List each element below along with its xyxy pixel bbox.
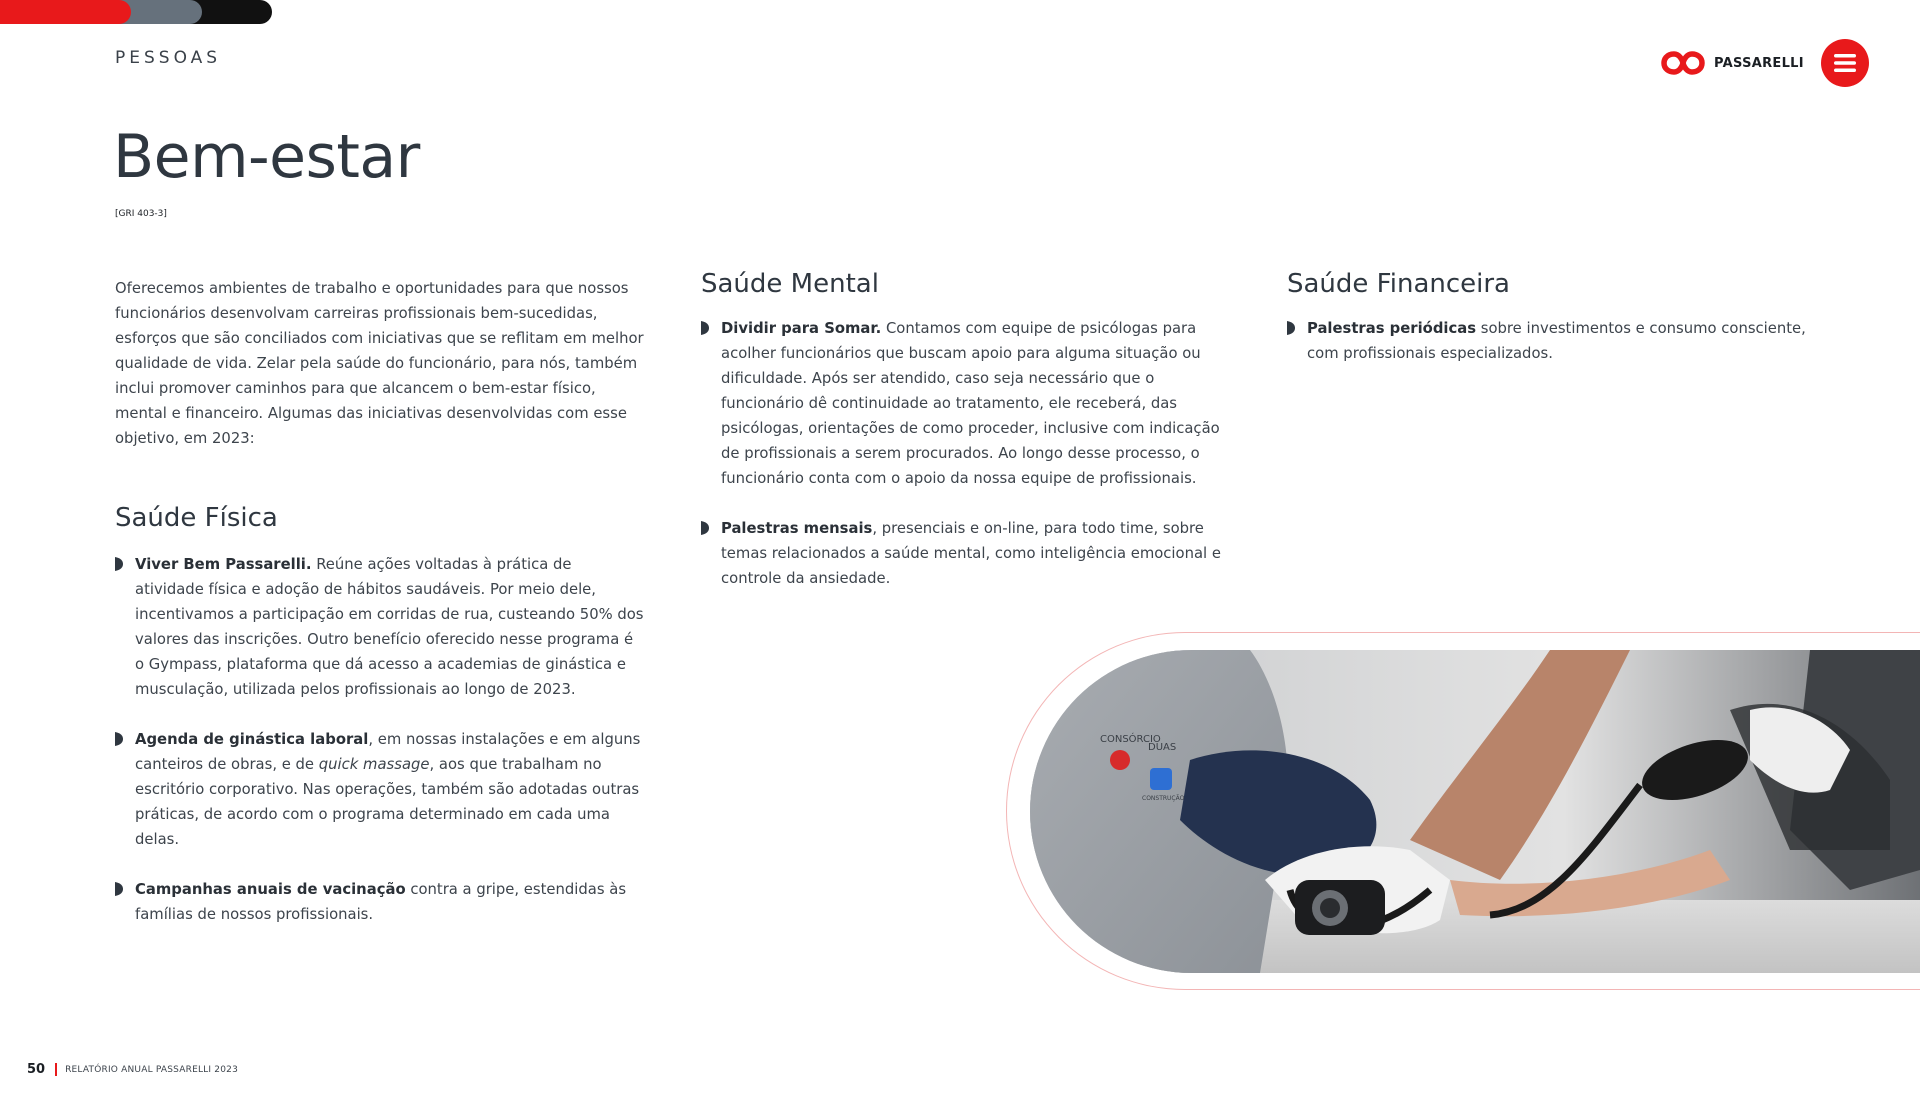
item-text: , em nossas instalações e em alguns canteiros de obras, e de bbox=[135, 731, 641, 773]
page-title: Bem-estar bbox=[113, 122, 420, 192]
photo-logo-text: CONSTRUÇÃO bbox=[1142, 795, 1185, 802]
blood-pressure-photo bbox=[1030, 650, 1920, 973]
heading-saude-financeira: Saúde Financeira bbox=[1287, 269, 1510, 299]
bullet-marker-icon bbox=[115, 732, 123, 746]
item-text: , presenciais e on-line, para todo time, sobre temas relacionados a saúde mental, como inteligência emocional e controle da ansiedade. bbox=[721, 520, 1221, 587]
list-item bbox=[1287, 316, 1807, 366]
list-saude-financeira bbox=[1287, 316, 1807, 366]
brand-name: PASSARELLI bbox=[1714, 55, 1804, 71]
section-label: PESSOAS bbox=[115, 48, 222, 68]
column-intro bbox=[115, 276, 645, 952]
bullet-marker-icon bbox=[1287, 321, 1295, 335]
heading-saude-fisica: Saúde Física bbox=[115, 503, 278, 533]
list-item bbox=[701, 516, 1221, 591]
footer-report-title: RELATÓRIO ANUAL PASSARELLI 2023 bbox=[65, 1064, 239, 1075]
item-text: contra a gripe, estendidas às famílias de nossos profissionais. bbox=[135, 881, 627, 923]
gri-reference: [GRI 403-3] bbox=[115, 209, 167, 219]
item-text: Contamos com equipe de psicólogas para acolher funcionários que buscam apoio para alguma situação ou dificuldade. Após ser atendido, caso seja necessário que o funcionário dê continuidade ao tratamento, ele receberá, das psicólogas, orientações de como proceder, inclusive com indicação de profissionais a serem procurados. Ao longo desse processo, o funcionário conta com o apoio da nossa equipe de profissionais. bbox=[721, 320, 1220, 487]
brand-logo[interactable] bbox=[1660, 46, 1804, 80]
bullet-marker-icon bbox=[115, 557, 123, 571]
item-bold-text: Campanhas anuais de vacinação bbox=[135, 881, 406, 898]
heading-saude-mental: Saúde Mental bbox=[701, 269, 879, 299]
top-progress-bar bbox=[0, 0, 272, 24]
progress-segment-red bbox=[0, 0, 131, 24]
list-item bbox=[115, 877, 645, 927]
footer-divider bbox=[55, 1063, 57, 1076]
intro-paragraph: Oferecemos ambientes de trabalho e oportunidades para que nossos funcionários desenvolvam carreiras profissionais bem-sucedidas, esforços que são conciliados com iniciativas que se reflitam em melhor qualidade de vida. Zelar pela saúde do funcionário, para nós, também inclui promover caminhos para que alcancem o bem-estar físico, mental e financeiro. Algumas das iniciativas desenvolvidas com esse objetivo, em 2023: bbox=[115, 280, 644, 447]
item-text: sobre investimentos e consumo consciente, com profissionais especializados. bbox=[1307, 320, 1806, 362]
column-saude-financeira bbox=[1287, 264, 1807, 391]
page-footer bbox=[27, 1062, 238, 1077]
item-bold-text: Agenda de ginástica laboral bbox=[135, 731, 369, 748]
list-saude-mental bbox=[701, 316, 1221, 591]
list-item bbox=[115, 552, 645, 702]
item-bold-text: Palestras mensais bbox=[721, 520, 873, 537]
hamburger-menu-icon bbox=[1821, 39, 1869, 87]
bullet-marker-icon bbox=[701, 321, 709, 335]
item-italic-text: quick massage bbox=[318, 756, 430, 773]
list-item bbox=[701, 316, 1221, 491]
passarelli-logo-icon bbox=[1660, 48, 1706, 78]
photo-illustration bbox=[1030, 650, 1920, 973]
photo-logo-text: CONSÓRCIO bbox=[1100, 734, 1161, 745]
item-text: Reúne ações voltadas à prática de atividade física e adoção de hábitos saudáveis. Por meio dele, incentivamos a participação em corridas de rua, custeando 50% dos valores das inscrições. Outro benefício oferecido nesse programa é o Gympass, plataforma que dá acesso a academias de ginástica e musculação, utilizada pelos profissionais ao longo de 2023. bbox=[135, 556, 644, 698]
photo-logo-text: DUAS bbox=[1148, 742, 1177, 753]
item-text: , aos que trabalham no escritório corporativo. Nas operações, também são adotadas outras práticas, de acordo com o programa determinado em cada uma delas. bbox=[135, 756, 640, 848]
bullet-marker-icon bbox=[115, 882, 123, 896]
list-saude-fisica bbox=[115, 552, 645, 927]
item-bold-text: Viver Bem Passarelli. bbox=[135, 556, 312, 573]
item-bold-text: Dividir para Somar. bbox=[721, 320, 882, 337]
page-number: 50 bbox=[27, 1062, 46, 1077]
list-item bbox=[115, 727, 645, 852]
column-saude-mental bbox=[701, 264, 1221, 616]
bullet-marker-icon bbox=[701, 521, 709, 535]
menu-button[interactable] bbox=[1821, 39, 1869, 87]
item-bold-text: Palestras periódicas bbox=[1307, 320, 1477, 337]
